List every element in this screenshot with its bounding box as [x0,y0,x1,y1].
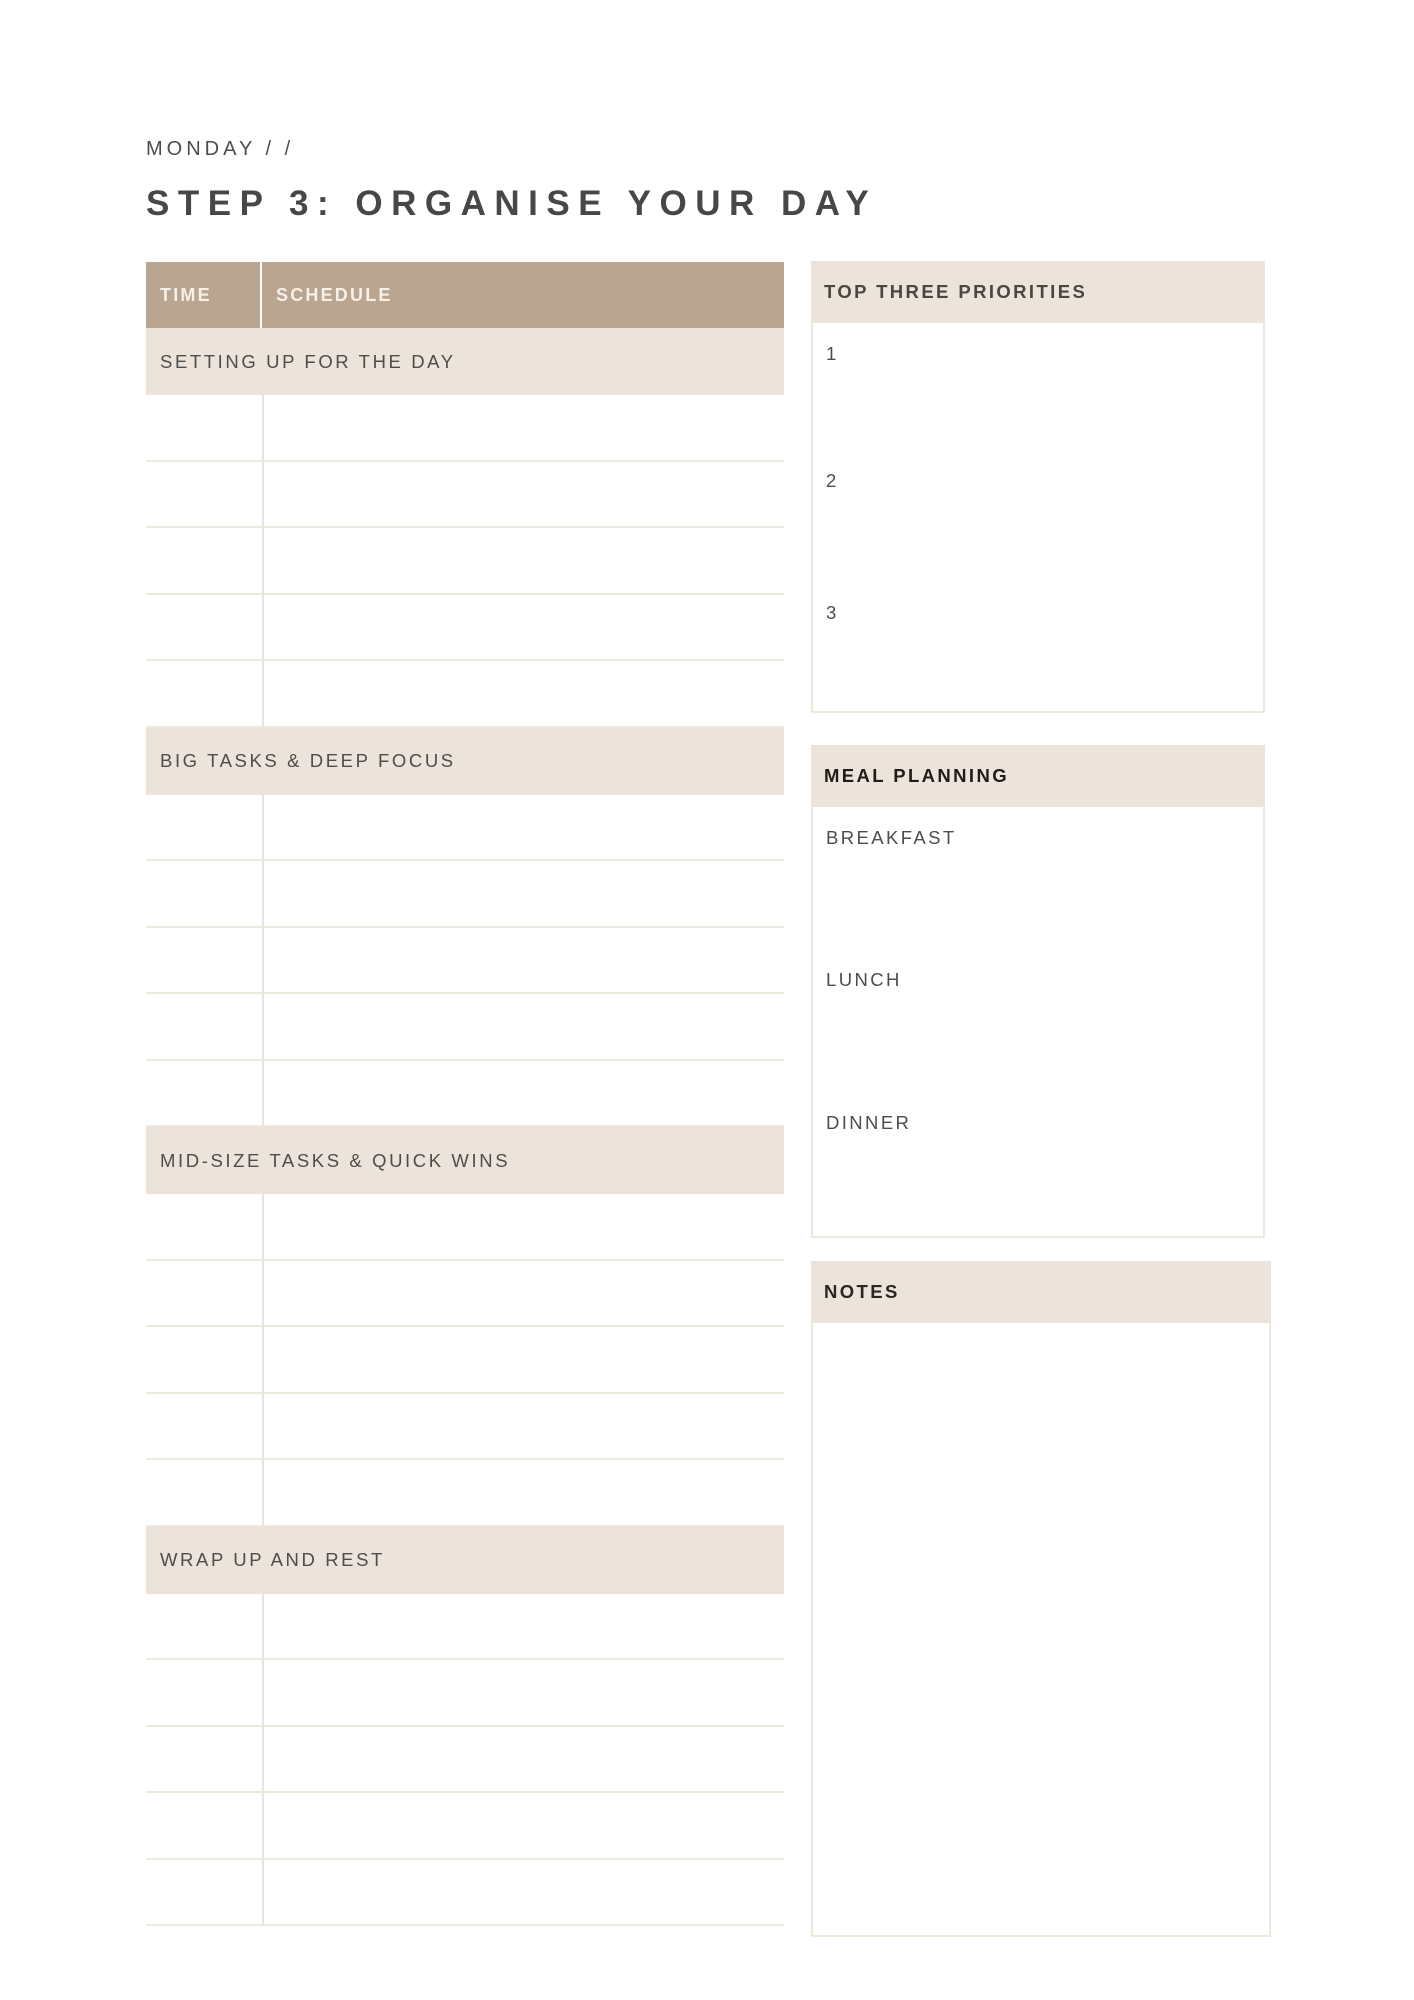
schedule-row[interactable] [146,1793,784,1860]
schedule-row[interactable] [146,928,784,995]
schedule-column-header [262,262,393,328]
schedule-row[interactable] [146,1860,784,1927]
schedule-row[interactable] [146,1261,784,1328]
notes-panel[interactable] [811,1261,1271,1937]
section-rows [146,1594,784,1927]
day-date-label: MONDAY / / [146,138,295,160]
schedule-row[interactable] [146,994,784,1061]
section-big-tasks [146,728,784,795]
schedule-row[interactable] [146,1660,784,1727]
schedule-row[interactable] [146,795,784,862]
schedule-column-label: SCHEDULE [276,284,393,305]
priority-number-2[interactable]: 2 [826,470,839,491]
section-title: BIG TASKS & DEEP FOCUS [160,750,456,771]
schedule-row[interactable] [146,528,784,595]
section-title: MID-SIZE TASKS & QUICK WINS [160,1149,511,1171]
schedule-row[interactable] [146,1194,784,1261]
meal-dinner-label[interactable]: DINNER [826,1112,912,1133]
meal-lunch-label[interactable]: LUNCH [826,969,902,990]
section-rows [146,1194,784,1527]
section-wrap-up [146,1527,784,1594]
time-column-label: TIME [160,284,212,305]
schedule-row[interactable] [146,595,784,662]
section-rows [146,795,784,1128]
meal-breakfast-label[interactable]: BREAKFAST [826,827,957,848]
priority-number-3[interactable]: 3 [826,602,839,623]
notes-header [811,1261,1271,1323]
section-rows [146,395,784,728]
top-priorities-panel [811,261,1265,713]
section-title: WRAP UP AND REST [160,1549,385,1570]
schedule-row[interactable] [146,1727,784,1794]
schedule-row[interactable] [146,861,784,928]
page-title: STEP 3: ORGANISE YOUR DAY [146,184,878,223]
schedule-row[interactable] [146,1394,784,1461]
meals-header [811,745,1265,807]
meals-title: MEAL PLANNING [824,765,1010,786]
schedule-row[interactable] [146,1594,784,1661]
schedule-row[interactable] [146,395,784,462]
time-column-header [146,262,262,328]
schedule-row[interactable] [146,1061,784,1128]
schedule-table [146,262,784,1926]
priority-number-1[interactable]: 1 [826,343,839,364]
schedule-row[interactable] [146,462,784,529]
schedule-row[interactable] [146,1327,784,1394]
section-mid-size-tasks [146,1127,784,1194]
priorities-header [811,261,1265,323]
schedule-header [146,262,784,328]
schedule-row[interactable] [146,661,784,728]
section-title: SETTING UP FOR THE DAY [160,350,456,372]
meal-planning-panel [811,745,1265,1238]
section-setting-up [146,328,784,395]
priorities-title: TOP THREE PRIORITIES [824,281,1088,302]
schedule-row[interactable] [146,1460,784,1527]
notes-title: NOTES [824,1281,900,1302]
